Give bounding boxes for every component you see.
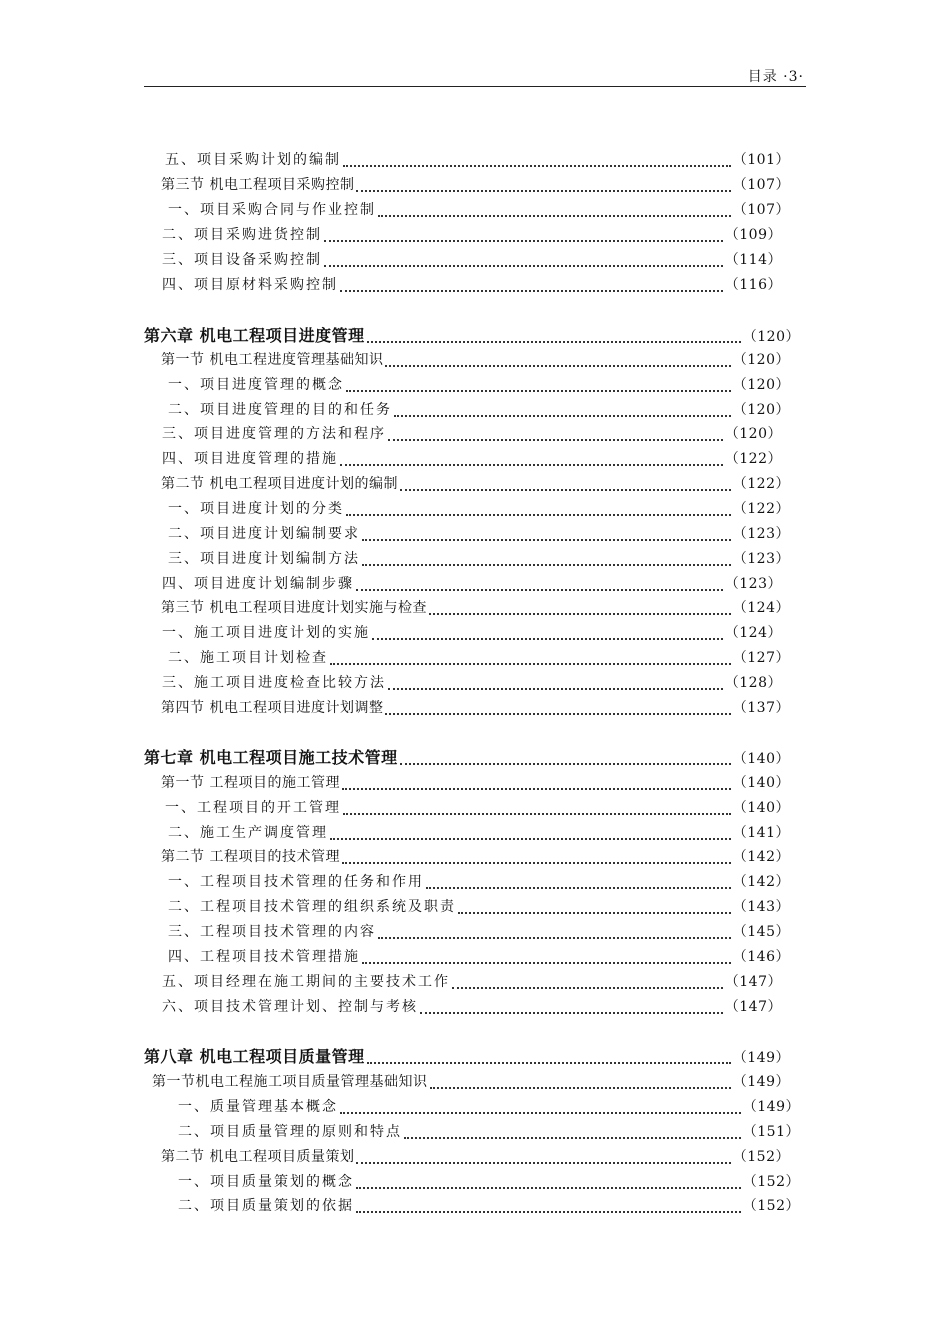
dot-leader: [430, 1073, 731, 1089]
toc-entry-page: （149）: [732, 1050, 790, 1066]
dot-leader: [367, 1048, 731, 1064]
toc-entry-page: （146）: [732, 949, 790, 965]
toc-entry-item: [162, 274, 782, 296]
toc-entry-item: [162, 224, 782, 246]
toc-entry-page: （116）: [724, 277, 782, 293]
dot-leader: [404, 1123, 741, 1139]
toc-entry-section: [161, 473, 790, 495]
toc-entry-item: [168, 523, 790, 545]
toc-entry-label: 二、项目采购进货控制: [162, 227, 322, 243]
toc-entry-chapter: [144, 1046, 790, 1068]
dot-leader: [356, 176, 730, 192]
toc-entry-label: 六、项目技术管理计划、控制与考核: [162, 999, 418, 1015]
toc-entry-page: （120）: [724, 426, 782, 442]
toc-entry-label: 一、项目进度管理的概念: [168, 377, 344, 393]
toc-entry-page: （145）: [732, 924, 790, 940]
toc-entry-label: 二、施工生产调度管理: [168, 825, 328, 841]
toc-entry-item: [168, 871, 790, 893]
dot-leader: [340, 1098, 741, 1114]
toc-entry-label: 第六章 机电工程项目进度管理: [144, 326, 365, 345]
dot-leader: [343, 151, 731, 167]
toc-entry-page: （124）: [732, 600, 790, 616]
toc-entry-item: [178, 1096, 800, 1118]
toc-entry-label: 三、项目进度管理的方法和程序: [162, 426, 386, 442]
toc-entry-page: （152）: [742, 1198, 800, 1214]
dot-leader: [324, 226, 723, 242]
toc-entry-item: [168, 647, 790, 669]
dot-leader: [346, 376, 731, 392]
toc-entry-page: （123）: [724, 576, 782, 592]
dot-leader: [343, 799, 731, 815]
dot-leader: [388, 425, 723, 441]
toc-entry-item: [178, 1171, 800, 1193]
toc-entry-page: （152）: [732, 1149, 790, 1165]
toc-entry-page: （143）: [732, 899, 790, 915]
toc-entry-label: 第二节 工程项目的技术管理: [161, 849, 340, 865]
toc-entry-label: 第一节 工程项目的施工管理: [161, 775, 340, 791]
toc-entry-page: （123）: [732, 551, 790, 567]
toc-entry-label: 一、项目进度计划的分类: [168, 501, 344, 517]
dot-leader: [400, 749, 731, 765]
toc-entry-label: 第四节 机电工程项目进度计划调整: [161, 700, 384, 716]
toc-entry-item: [168, 399, 790, 421]
dot-leader: [356, 575, 723, 591]
dot-leader: [362, 525, 731, 541]
dot-leader: [452, 973, 723, 989]
toc-entry-label: 第三节 机电工程项目采购控制: [161, 177, 355, 193]
toc-entry-page: （137）: [732, 700, 790, 716]
toc-entry-label: 第二节 机电工程项目进度计划的编制: [161, 476, 398, 492]
toc-entry-item: [162, 423, 782, 445]
dot-leader: [420, 998, 723, 1014]
toc-entry-section: [161, 174, 790, 196]
dot-leader: [362, 948, 731, 964]
toc-entry-label: 一、工程项目技术管理的任务和作用: [168, 874, 424, 890]
toc-entry-page: （128）: [724, 675, 782, 691]
toc-entry-item: [168, 374, 790, 396]
dot-leader: [458, 898, 731, 914]
dot-leader: [356, 1173, 741, 1189]
toc-entry-label: 一、工程项目的开工管理: [165, 800, 341, 816]
toc-entry-label: 二、项目质量策划的依据: [178, 1198, 354, 1214]
toc-entry-section: [161, 349, 790, 371]
toc-entry-label: 第八章 机电工程项目质量管理: [144, 1047, 365, 1066]
toc-entry-label: 第二节 机电工程项目质量策划: [161, 1149, 355, 1165]
toc-entry-item: [168, 548, 790, 570]
dot-leader: [330, 824, 731, 840]
dot-leader: [346, 500, 731, 516]
toc-entry-page: （101）: [732, 152, 790, 168]
dot-leader: [394, 401, 731, 417]
dot-leader: [372, 624, 723, 640]
toc-entry-page: （122）: [732, 476, 790, 492]
toc-entry-item: [168, 946, 790, 968]
toc-entry-label: 一、质量管理基本概念: [178, 1099, 338, 1115]
toc-entry-item: [168, 896, 790, 918]
toc-entry-label: 二、施工项目计划检查: [168, 650, 328, 666]
toc-entry-label: 一、项目采购合同与作业控制: [168, 202, 376, 218]
toc-entry-page: （142）: [732, 874, 790, 890]
toc-entry-label: 二、项目质量管理的原则和特点: [178, 1124, 402, 1140]
toc-entry-chapter: [144, 325, 800, 347]
dot-leader: [324, 251, 723, 267]
dot-leader: [378, 923, 731, 939]
dot-leader: [356, 1148, 730, 1164]
toc-entry-page: （120）: [742, 329, 800, 345]
toc-entry-page: （147）: [724, 974, 782, 990]
toc-entry-item: [162, 448, 782, 470]
dot-leader: [362, 550, 731, 566]
toc-entry-page: （107）: [732, 177, 790, 193]
toc-entry-page: （109）: [724, 227, 782, 243]
toc-entry-label: 三、项目进度计划编制方法: [168, 551, 360, 567]
toc-entry-item: [178, 1121, 800, 1143]
dot-leader: [400, 475, 731, 491]
toc-entry-label: 第一节机电工程施工项目质量管理基础知识: [152, 1074, 428, 1090]
toc-entry-page: （152）: [742, 1174, 800, 1190]
toc-entry-page: （151）: [742, 1124, 800, 1140]
toc-entry-item: [165, 149, 790, 171]
toc-entry-chapter: [144, 747, 790, 769]
toc-entry-label: 四、项目进度计划编制步骤: [162, 576, 354, 592]
toc-entry-page: （122）: [724, 451, 782, 467]
toc-entry-page: （120）: [732, 352, 790, 368]
dot-leader: [342, 848, 731, 864]
toc-entry-page: （140）: [732, 751, 790, 767]
toc-entry-page: （107）: [732, 202, 790, 218]
toc-entry-section: [161, 772, 790, 794]
toc-entry-label: 五、项目采购计划的编制: [165, 152, 341, 168]
dot-leader: [385, 699, 730, 715]
dot-leader: [367, 327, 741, 343]
toc-entry-label: 四、项目进度管理的措施: [162, 451, 338, 467]
toc-entry-page: （149）: [742, 1099, 800, 1115]
dot-leader: [340, 276, 723, 292]
toc-entry-page: （142）: [732, 849, 790, 865]
toc-entry-item: [178, 1195, 800, 1217]
toc-entry-page: （124）: [724, 625, 782, 641]
toc-entry-item: [168, 498, 790, 520]
toc-entry-label: 三、工程项目技术管理的内容: [168, 924, 376, 940]
toc-entry-label: 二、项目进度管理的目的和任务: [168, 402, 392, 418]
toc-entry-section: [161, 846, 790, 868]
toc-entry-label: 五、项目经理在施工期间的主要技术工作: [162, 974, 450, 990]
toc-entry-item: [162, 573, 782, 595]
toc-entry-item: [162, 996, 782, 1018]
dot-leader: [429, 599, 731, 615]
dot-leader: [340, 450, 723, 466]
dot-leader: [385, 351, 730, 367]
toc-entry-page: （147）: [724, 999, 782, 1015]
toc-entry-item: [162, 622, 782, 644]
toc-entry-section: [161, 597, 790, 619]
toc-entry-page: （120）: [732, 402, 790, 418]
toc-entry-item: [165, 797, 790, 819]
toc-entry-label: 二、工程项目技术管理的组织系统及职责: [168, 899, 456, 915]
toc-entry-label: 四、工程项目技术管理措施: [168, 949, 360, 965]
dot-leader: [356, 1197, 741, 1213]
toc-entry-section: [152, 1071, 790, 1093]
toc-entry-label: 一、施工项目进度计划的实施: [162, 625, 370, 641]
toc-entry-page: （114）: [724, 252, 782, 268]
toc-entry-item: [162, 249, 782, 271]
toc-entry-label: 一、项目质量策划的概念: [178, 1174, 354, 1190]
dot-leader: [342, 774, 731, 790]
toc-entry-item: [168, 921, 790, 943]
toc-entry-label: 三、施工项目进度检查比较方法: [162, 675, 386, 691]
toc-entry-item: [162, 971, 782, 993]
toc-entry-label: 第三节 机电工程项目进度计划实施与检查: [161, 600, 427, 616]
toc-entry-label: 二、项目进度计划编制要求: [168, 526, 360, 542]
toc-entry-label: 第一节 机电工程进度管理基础知识: [161, 352, 384, 368]
dot-leader: [388, 674, 723, 690]
toc-entry-page: （149）: [732, 1074, 790, 1090]
toc-entry-label: 四、项目原材料采购控制: [162, 277, 338, 293]
toc-entry-page: （120）: [732, 377, 790, 393]
toc-entry-section: [161, 697, 790, 719]
toc-entry-page: （123）: [732, 526, 790, 542]
toc-entry-label: 三、项目设备采购控制: [162, 252, 322, 268]
toc-entry-page: （141）: [732, 825, 790, 841]
dot-leader: [426, 873, 731, 889]
toc-entry-label: 第七章 机电工程项目施工技术管理: [144, 748, 398, 767]
dot-leader: [330, 649, 731, 665]
dot-leader: [378, 201, 731, 217]
toc-entry-page: （140）: [732, 775, 790, 791]
toc-entry-page: （140）: [732, 800, 790, 816]
toc-entry-section: [161, 1146, 790, 1168]
toc-entry-item: [168, 822, 790, 844]
toc-entry-item: [168, 199, 790, 221]
toc-entry-item: [162, 672, 782, 694]
header-text: 目录 ·3·: [747, 69, 804, 85]
toc-entry-page: （122）: [732, 501, 790, 517]
toc-entry-page: （127）: [732, 650, 790, 666]
